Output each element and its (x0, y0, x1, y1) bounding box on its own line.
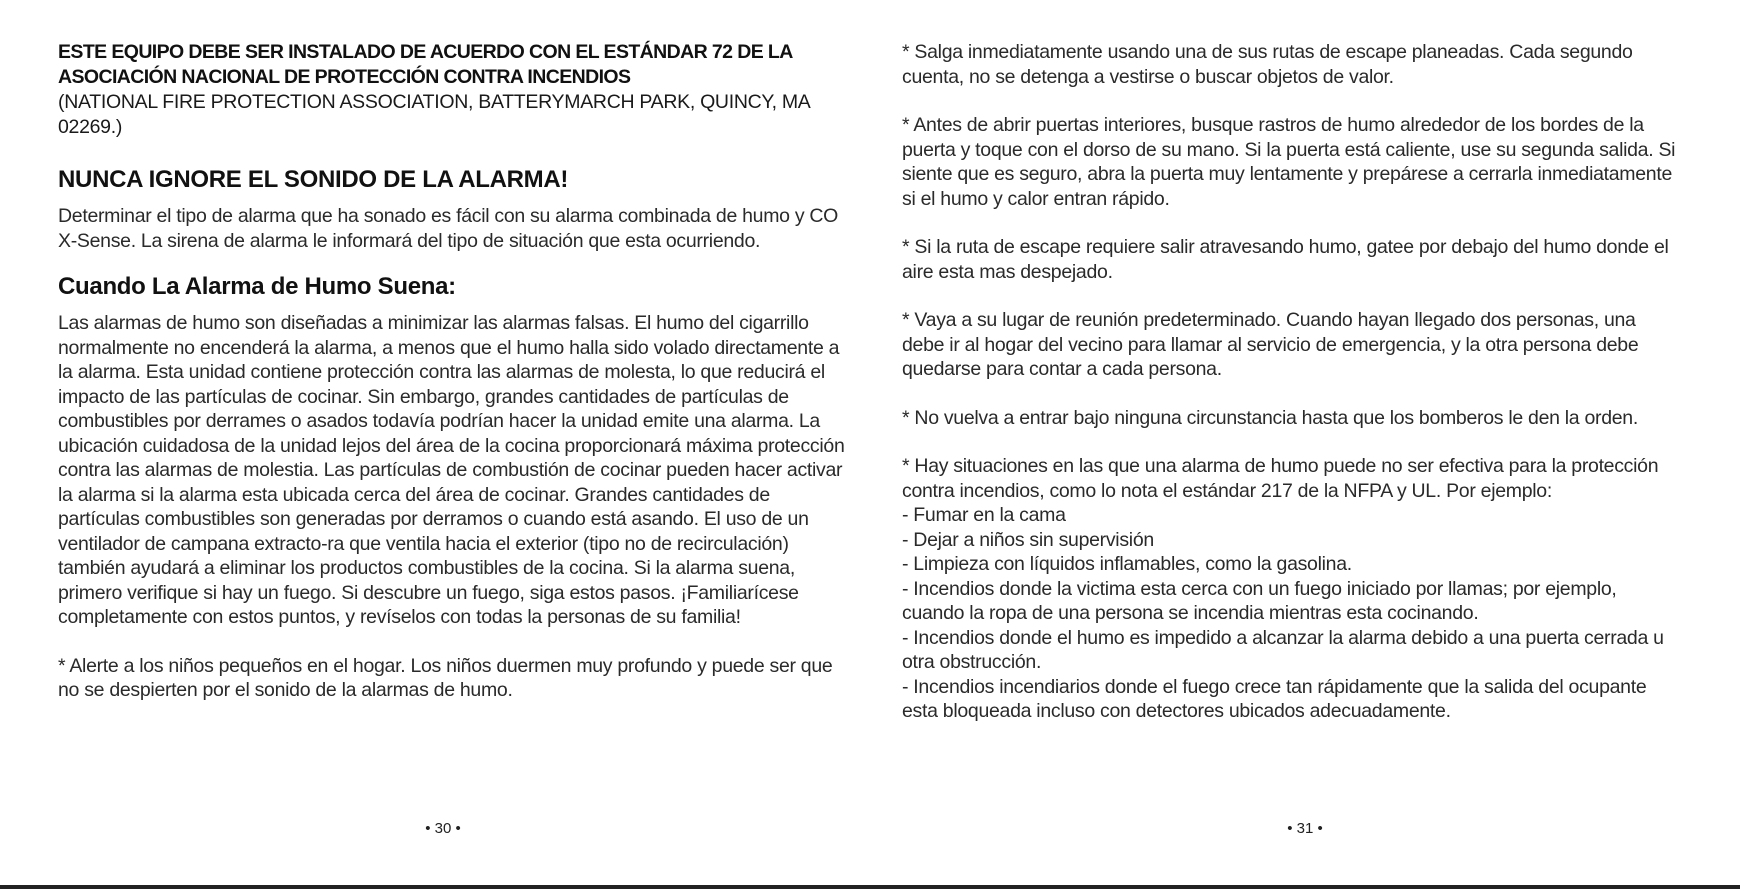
crawl-low-paragraph: * Si la ruta de escape requiere salir atravesando humo, gatee por debajo del humo donde el aire esta mas despejado. (902, 236, 1669, 283)
list-item: - Incendios incendiarios donde el fuego crece tan rápidamente que la salida del ocupante esta bloqueada incluso con detectores ubicados adecuadamente. (902, 675, 1647, 722)
installation-notice-heading (58, 40, 848, 90)
meeting-place-paragraph: * Vaya a su lugar de reunión predeterminado. Cuando hayan llegado dos personas, una debe ir al hogar del vecino para llamar al servicio de emergencia, y la otra persona debe quedarse para contar a cada persona. (902, 309, 1639, 380)
situations-list (902, 503, 1682, 724)
page-number-right: • 31 • (1287, 820, 1323, 837)
door-check-paragraph: * Antes de abrir puertas interiores, busque rastros de humo alrededor de los bordes de la puerta y toque con el dorso de su mano. Si la puerta está caliente, use su segunda salida. Si siente que es seguro, abra la puerta muy lentamente y prepárese a cerrarla inmediatamente si el humo y calor entran rápido. (902, 114, 1676, 210)
no-reentry-paragraph: * No vuelva a entrar bajo ninguna circunstancia hasta que los bomberos le den la orden. (902, 406, 1638, 429)
page-number-left: • 30 • (425, 820, 461, 837)
installation-notice-line2: ASOCIACIÓN NACIONAL DE PROTECCIÓN CONTRA INCENDIOS (58, 66, 631, 88)
alarm-warning-heading: NUNCA IGNORE EL SONIDO DE LA ALARMA! (58, 166, 569, 193)
left-page (58, 0, 848, 880)
children-warning-paragraph: * Alerte a los niños pequeños en el hogar. Los niños duermen muy profundo y puede ser que no se despierten por el sonido de la alarmas de humo. (58, 654, 833, 701)
installation-notice-line1: ESTE EQUIPO DEBE SER INSTALADO DE ACUERDO CON EL ESTÁNDAR 72 DE LA (58, 41, 793, 63)
alarm-intro-paragraph: Determinar el tipo de alarma que ha sonado es fácil con su alarma combinada de humo y CO X-Sense. La sirena de alarma le informará del tipo de situación que esta ocurriendo. (58, 205, 839, 252)
escape-step-paragraph: * Salga inmediatamente usando una de sus rutas de escape planeadas. Cada segundo cuenta, no se detenga a vestirse o buscar objetos de valor. (902, 41, 1633, 88)
bottom-rule (0, 885, 1740, 889)
smoke-alarm-heading: Cuando La Alarma de Humo Suena: (58, 273, 456, 300)
nfpa-address: (NATIONAL FIRE PROTECTION ASSOCIATION, BATTERYMARCH PARK, QUINCY, MA 02269.) (58, 91, 810, 138)
situations-intro-paragraph: * Hay situaciones en las que una alarma de humo puede no ser efectiva para la protección contra incendios, como lo nota el estándar 217 de la NFPA y UL. Por ejemplo: (902, 455, 1659, 502)
list-item: - Incendios donde la victima esta cerca con un fuego iniciado por llamas; por ejemplo, cuando la ropa de una persona se incendia mientras esta cocinando. (902, 577, 1617, 624)
smoke-alarm-paragraph: Las alarmas de humo son diseñadas a minimizar las alarmas falsas. El humo del cigarrillo normalmente no encenderá la alarma, a menos que el humo halla sido volado directamente a la alarma. Esta unidad contiene protección contra las alarmas de molesta, lo que reducirá el impacto de las partículas de cocinar. Sin embargo, grandes cantidades de partículas de combustibles por derrames o asados todavía podrían hacer la unidad emite una alarma. La ubicación cuidadosa de la unidad lejos del área de la cocina proporcionará máxima protección contra las alarmas de molestia. Las partículas de combustión de cocinar pueden hacer activar la alarma si la alarma esta ubicada cerca del área de cocinar. Grandes cantidades de partículas combustibles son generadas por derramos o cuando está asando. El uso de un ventilador de campana extracto-ra que ventila hacia el exterior (tipo no de recirculación) también ayudará a eliminar los productos combustibles de la cocina. Si la alarma suena, primero verifique si hay un fuego. Si descubre un fuego, siga estos pasos. ¡Familiarícese completamente con estos puntos, y revíselos con todas la personas de su familia! (58, 312, 845, 628)
list-item: - Dejar a niños sin supervisión (902, 528, 1154, 551)
list-item: - Fumar en la cama (902, 504, 1066, 526)
right-page (902, 0, 1682, 880)
list-item: - Incendios donde el humo es impedido a alcanzar la alarma debido a una puerta cerrada u otra obstrucción. (902, 626, 1664, 673)
list-item: - Limpieza con líquidos inflamables, como la gasolina. (902, 553, 1352, 575)
